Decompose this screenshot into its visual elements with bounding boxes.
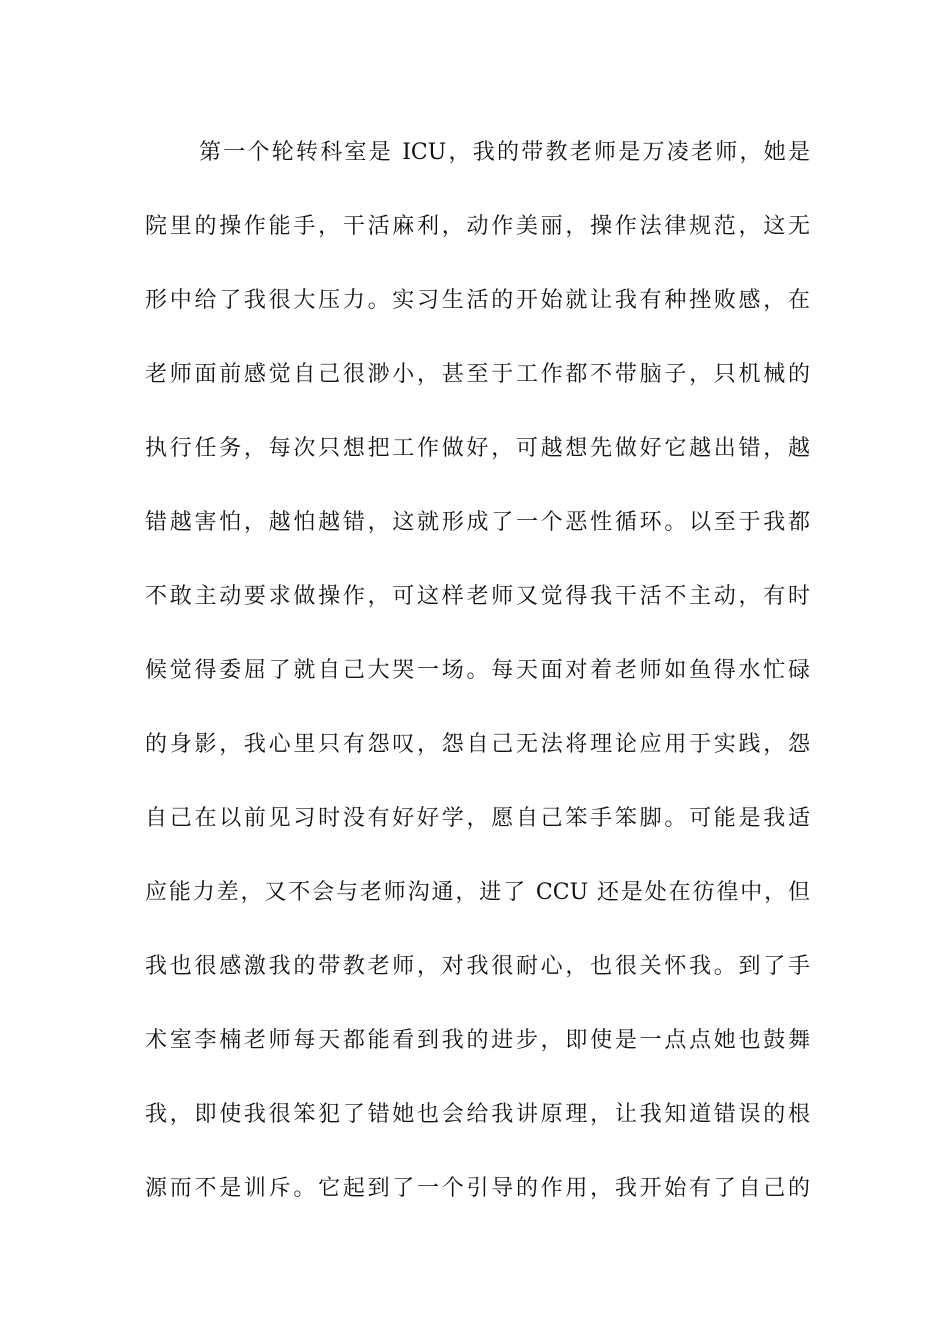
text-line: 我，即使我很笨犯了错她也会给我讲原理，让我知道错误的根 (145, 1102, 810, 1127)
text-line: 不敢主动要求做操作，可这样老师又觉得我干活不主动，有时 (145, 584, 810, 609)
text-line: 应能力差，又不会与老师沟通，进了 CCU 还是处在彷徨中，但 (145, 880, 810, 905)
text-line: 自己在以前见习时没有好好学，愿自己笨手笨脚。可能是我适 (145, 806, 810, 831)
text-line: 的身影，我心里只有怨叹，怨自己无法将理论应用于实践，怨 (145, 732, 810, 757)
text-line: 术室李楠老师每天都能看到我的进步，即使是一点点她也鼓舞 (145, 1028, 810, 1053)
text-line: 院里的操作能手，干活麻利，动作美丽，操作法律规范，这无 (145, 214, 810, 239)
text-line: 错越害怕，越怕越错，这就形成了一个恶性循环。以至于我都 (145, 510, 810, 535)
text-line: 我也很感激我的带教老师，对我很耐心，也很关怀我。到了手 (145, 954, 810, 979)
text-line: 第一个轮转科室是 ICU，我的带教老师是万凌老师，她是 (199, 140, 810, 165)
text-line: 老师面前感觉自己很渺小，甚至于工作都不带脑子，只机械的 (145, 362, 810, 387)
text-line: 形中给了我很大压力。实习生活的开始就让我有种挫败感，在 (145, 288, 810, 313)
text-line: 候觉得委屈了就自己大哭一场。每天面对着老师如鱼得水忙碌 (145, 658, 810, 683)
paragraph (145, 125, 810, 1235)
text-line: 执行任务，每次只想把工作做好，可越想先做好它越出错，越 (145, 436, 810, 461)
text-line: 源而不是训斥。它起到了一个引导的作用，我开始有了自己的 (145, 1176, 810, 1201)
